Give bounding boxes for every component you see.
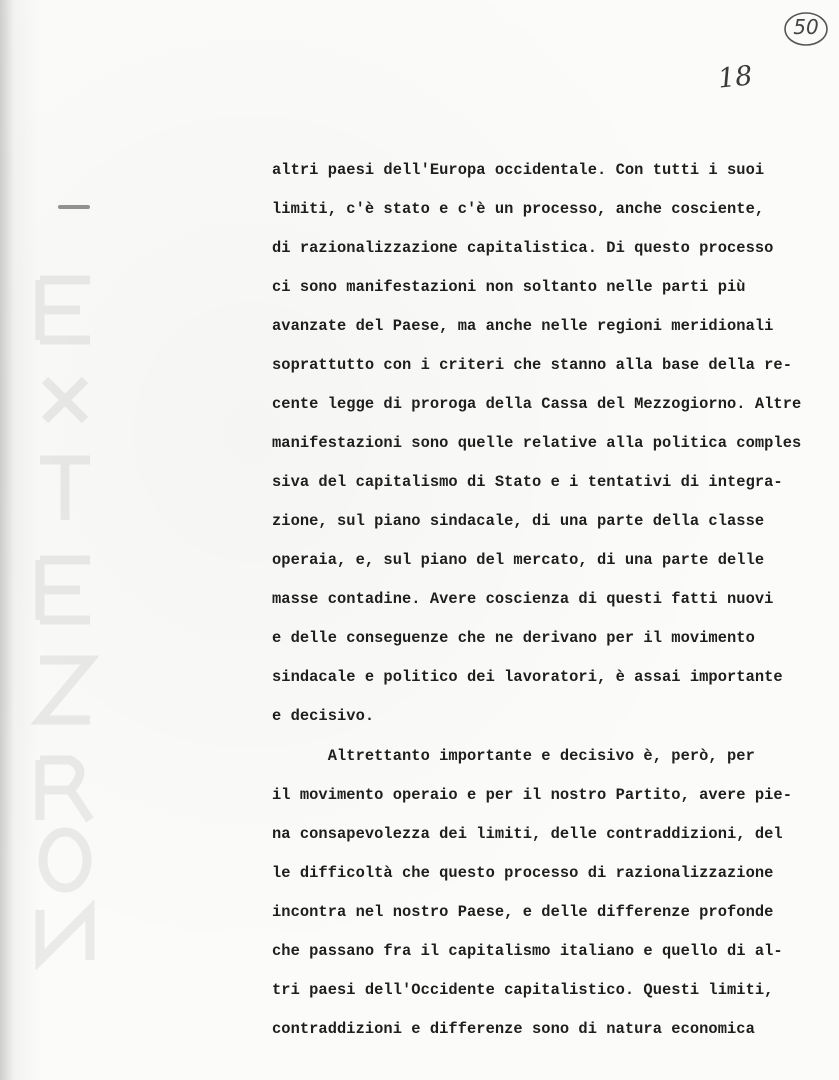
folio-number: 50 bbox=[793, 15, 819, 39]
text-line: na consapevolezza dei limiti, delle contraddizioni, del bbox=[272, 825, 783, 843]
text-line: le difficoltà che questo processo di razionalizzazione bbox=[272, 864, 774, 882]
text-line: soprattutto con i criteri che stanno alla base della re- bbox=[272, 356, 793, 374]
text-line: tri paesi dell'Occidente capitalistico. Questi limiti, bbox=[272, 981, 774, 999]
text-line: zione, sul piano sindacale, di una parte della classe bbox=[272, 512, 765, 530]
text-line: che passano fra il capitalismo italiano e quello di al- bbox=[272, 942, 783, 960]
typewritten-body bbox=[272, 155, 839, 1053]
text-line: e decisivo. bbox=[272, 707, 375, 725]
text-line: incontra nel nostro Paese, e delle differenze profonde bbox=[272, 903, 774, 921]
text-line: sindacale e politico dei lavoratori, è assai importante bbox=[272, 668, 783, 686]
text-line: avanzate del Paese, ma anche nelle regioni meridionali bbox=[272, 317, 774, 335]
bleed-through-stamp bbox=[20, 250, 110, 970]
scan-edge-shadow bbox=[0, 0, 14, 1080]
text-line: limiti, c'è stato e c'è un processo, anche cosciente, bbox=[272, 200, 765, 218]
scan-mark bbox=[58, 205, 90, 209]
paragraph-start-line: Altrettanto importante e decisivo è, però, per bbox=[272, 747, 755, 765]
text-line: e delle conseguenze che ne derivano per il movimento bbox=[272, 629, 755, 647]
text-line: cente legge di proroga della Cassa del Mezzogiorno. Altre bbox=[272, 395, 802, 413]
text-line: il movimento operaio e per il nostro Partito, avere pie- bbox=[272, 786, 793, 804]
text-line: ci sono manifestazioni non soltanto nelle parti più bbox=[272, 278, 746, 296]
text-line: operaia, e, sul piano del mercato, di una parte delle bbox=[272, 551, 765, 569]
handwritten-page-number: 18 bbox=[716, 60, 754, 95]
text-line: masse contadine. Avere coscienza di questi fatti nuovi bbox=[272, 590, 774, 608]
text-line: contraddizioni e differenze sono di natura economica bbox=[272, 1020, 755, 1038]
folio-stamp bbox=[782, 10, 830, 48]
text-line: altri paesi dell'Europa occidentale. Con tutti i suoi bbox=[272, 161, 765, 179]
text-line: siva del capitalismo di Stato e i tentativi di integra- bbox=[272, 473, 783, 491]
text-line: di razionalizzazione capitalistica. Di questo processo bbox=[272, 239, 774, 257]
text-line: manifestazioni sono quelle relative alla politica comples bbox=[272, 434, 802, 452]
